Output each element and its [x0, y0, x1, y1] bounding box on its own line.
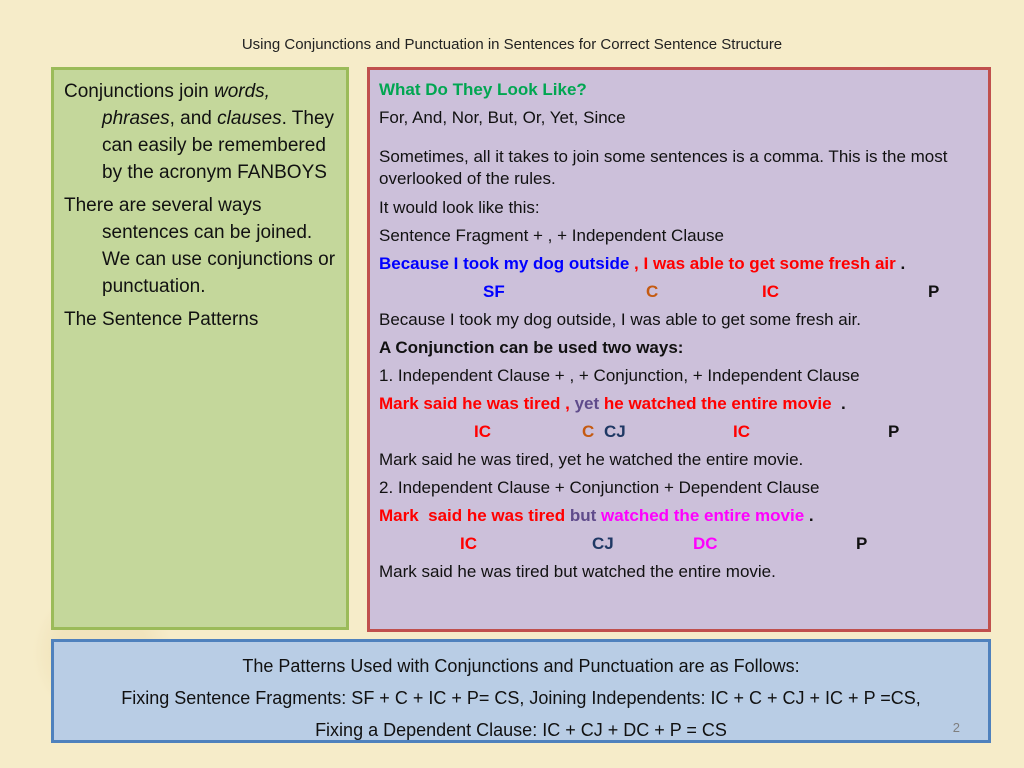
left-panel: [51, 67, 349, 630]
look-like-text: It would look like this:: [379, 198, 540, 217]
right-heading: What Do They Look Like?: [379, 80, 587, 99]
summary-line-3: Fixing a Dependent Clause: IC + CJ + DC + P = CS: [315, 720, 727, 740]
two-ways-text: A Conjunction can be used two ways:: [379, 338, 684, 357]
label-ic3: IC: [460, 534, 477, 553]
example-fragment: Because I took my dog outside , I was able to get some fresh air .: [379, 254, 906, 273]
label-c: C: [646, 282, 659, 301]
way-one-text: 1. Independent Clause + , + Conjunction, + Independent Clause: [379, 366, 860, 385]
example-fragment-plain: Because I took my dog outside, I was able to get some fresh air.: [379, 310, 861, 329]
sentence-patterns-paragraph: The Sentence Patterns: [64, 309, 259, 330]
example-independent-labels: [379, 418, 978, 446]
slide-number: 2: [952, 720, 960, 735]
label-cj3: CJ: [592, 534, 614, 553]
label-dc: DC: [693, 534, 718, 553]
label-c2: C: [582, 422, 595, 441]
example-fragment-labels: [379, 278, 978, 306]
label-cj: CJ: [604, 422, 626, 441]
summary-panel: [51, 639, 991, 743]
label-p2: P: [888, 422, 900, 441]
example-independent-plain: Mark said he was tired, yet he watched the entire movie.: [379, 450, 804, 469]
conjunctions-paragraph: Conjunctions join words, phrases, and clauses. They can easily be remembered by the acronym FANBOYS: [64, 81, 335, 183]
right-panel: [367, 67, 991, 632]
example-independent: Mark said he was tired , yet he watched the entire movie .: [379, 394, 846, 413]
label-ic1: IC: [474, 422, 491, 441]
conjunction-list: For, And, Nor, But, Or, Yet, Since: [379, 108, 626, 127]
slide-title: Using Conjunctions and Punctuation in Sentences for Correct Sentence Structure: [241, 36, 783, 53]
example-dependent-plain: Mark said he was tired but watched the entire movie.: [379, 562, 776, 581]
summary-line-2: Fixing Sentence Fragments: SF + C + IC + P= CS, Joining Independents: IC + C + CJ + IC + P =CS,: [121, 688, 921, 708]
way-two-text: 2. Independent Clause + Conjunction + Dependent Clause: [379, 478, 820, 497]
comma-rule-text: Sometimes, all it takes to join some sentences is a comma. This is the most overlooked of the rules.: [379, 147, 948, 188]
label-ic2: IC: [733, 422, 750, 441]
label-p3: P: [856, 534, 868, 553]
label-ic: IC: [762, 282, 779, 301]
label-p: P: [928, 282, 940, 301]
example-dependent: Mark said he was tired but watched the entire movie .: [379, 506, 814, 525]
pattern-fragment: Sentence Fragment + , + Independent Clause: [379, 226, 724, 245]
example-dependent-labels: [379, 530, 978, 558]
independent-clause-text: I was able to get some fresh air: [643, 254, 896, 273]
ways-paragraph: There are several ways sentences can be joined. We can use conjunctions or punctuation.: [64, 195, 336, 297]
label-sf: SF: [483, 282, 505, 301]
sentence-fragment-text: Because I took my dog outside: [379, 254, 630, 273]
summary-heading: The Patterns Used with Conjunctions and Punctuation are as Follows:: [242, 656, 800, 676]
